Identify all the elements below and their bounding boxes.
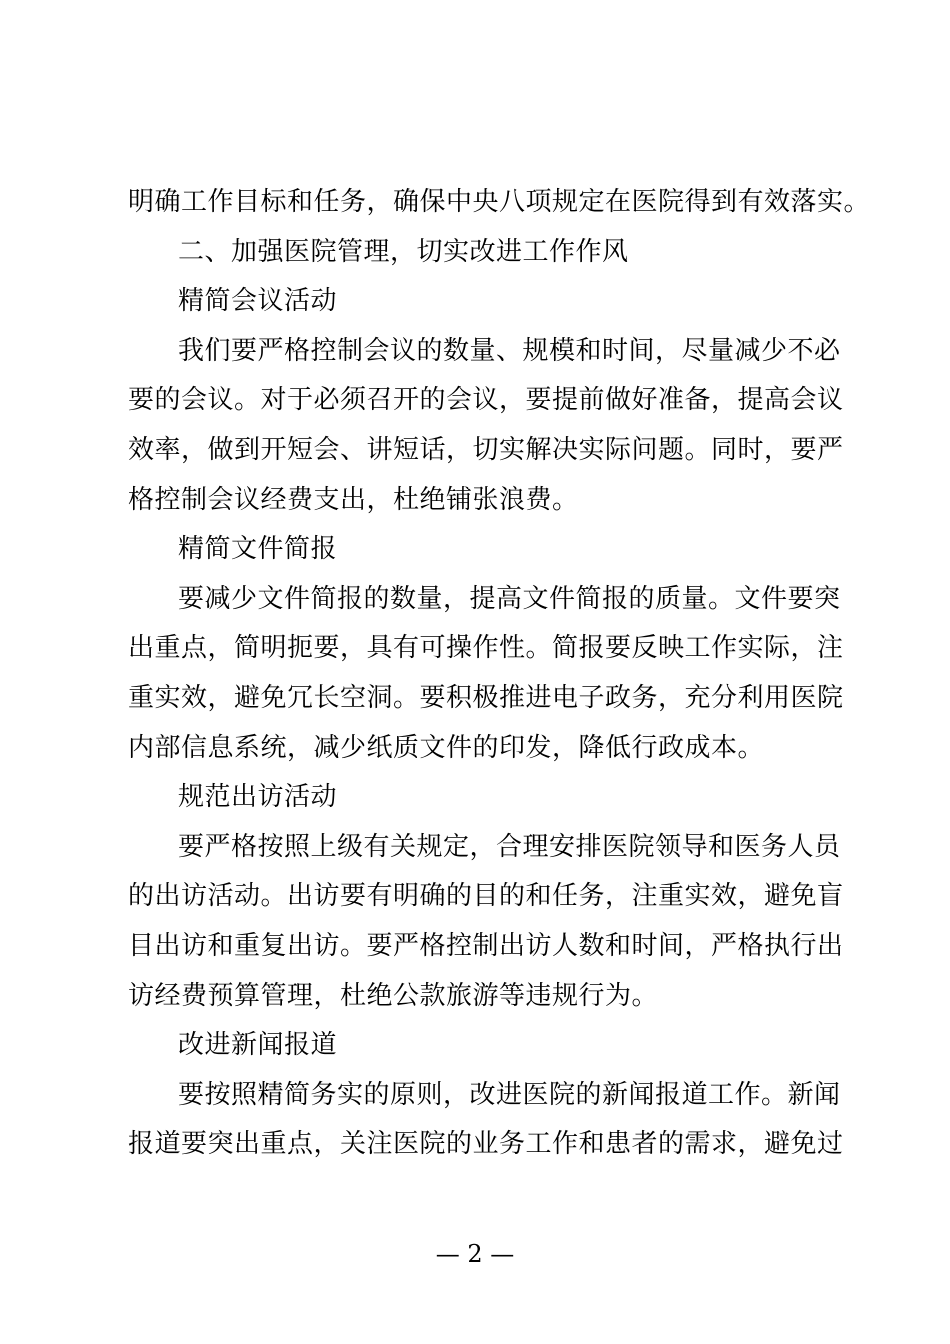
text-line: 规范出访活动 [178,782,338,813]
text-line: 精简会议活动 [178,286,338,317]
text-line: 要按照精简务实的原则，改进医院的新闻报道工作。新闻 [178,1079,841,1110]
text-line: 二、加强医院管理，切实改进工作作风 [178,236,629,267]
text-line: 访经费预算管理，杜绝公款旅游等违规行为。 [128,980,659,1011]
text-line: 要减少文件简报的数量，提高文件简报的质量。文件要突 [178,583,841,614]
page-number: — 2 — [435,1240,515,1268]
text-line: 内部信息系统，减少纸质文件的印发，降低行政成本。 [128,732,765,763]
text-line: 精简文件简报 [178,534,338,565]
text-line: 效率，做到开短会、讲短话，切实解决实际问题。同时，要严 [128,434,844,465]
text-line: 改进新闻报道 [178,1030,338,1061]
text-line: 明确工作目标和任务，确保中央八项规定在医院得到有效落实。 [128,187,871,217]
text-line: 要严格按照上级有关规定，合理安排医院领导和医务人员 [178,831,841,862]
text-line: 格控制会议经费支出，杜绝铺张浪费。 [128,484,579,515]
text-line: 出重点，简明扼要，具有可操作性。简报要反映工作实际，注 [128,633,844,664]
document-body [128,178,871,1170]
text-line: 我们要严格控制会议的数量、规模和时间，尽量减少不必 [178,335,841,366]
text-line: 目出访和重复出访。要严格控制出访人数和时间，严格执行出 [128,930,844,961]
text-line: 报道要突出重点，关注医院的业务工作和患者的需求，避免过 [128,1129,844,1160]
text-line: 要的会议。对于必须召开的会议，要提前做好准备，提高会议 [128,385,844,416]
text-line: 的出访活动。出访要有明确的目的和任务，注重实效，避免盲 [128,881,844,912]
text-line: 重实效，避免冗长空洞。要积极推进电子政务，充分利用医院 [128,682,844,713]
